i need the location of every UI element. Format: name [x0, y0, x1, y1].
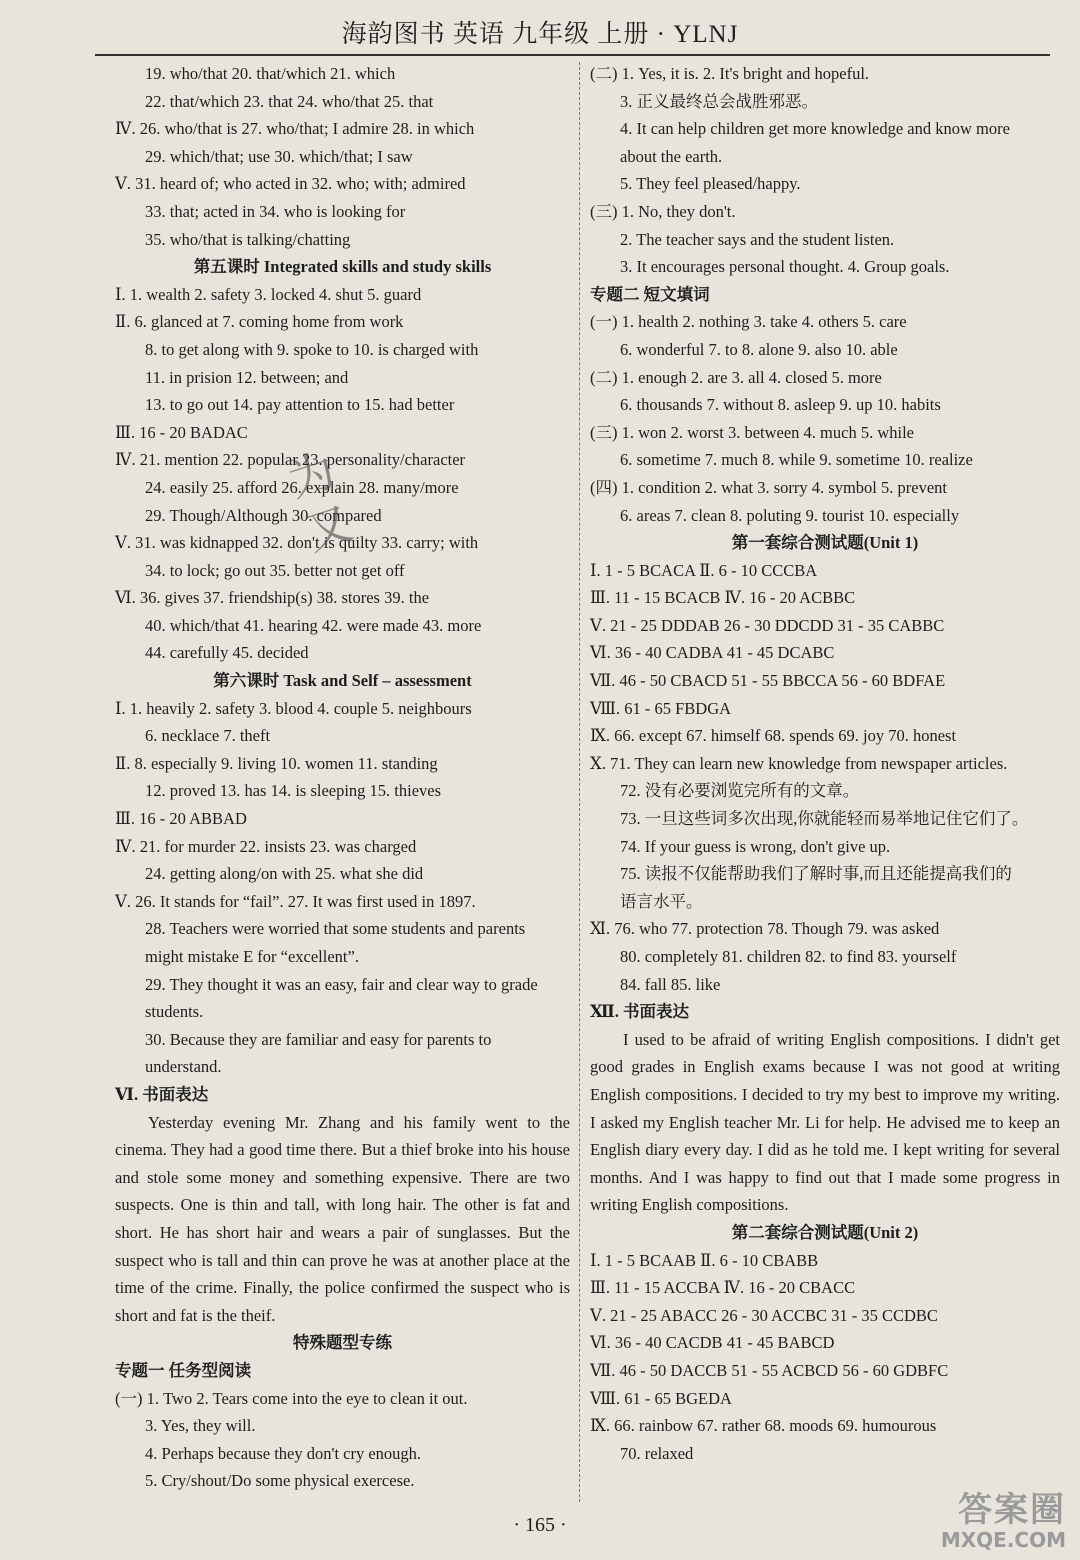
- left-line: Ⅳ. 21. mention 22. popular 23. personality/character: [115, 450, 466, 470]
- column-divider: [579, 62, 580, 1502]
- left-line: Ⅲ. 16 - 20 ABBAD: [115, 809, 247, 829]
- right_tail-line: 第二套综合测试题(Unit 2): [731, 1222, 919, 1242]
- right-line: Ⅹ. 71. They can learn new knowledge from newspaper articles.: [590, 753, 1008, 773]
- right-line: 4. It can help children get more knowledge and know more: [620, 119, 1010, 139]
- left-line: 44. carefully 45. decided: [145, 643, 309, 663]
- left-line: 12. proved 13. has 14. is sleeping 15. thieves: [145, 781, 442, 801]
- right-tail-lines: [590, 1219, 1060, 1467]
- left-line: 13. to go out 14. pay attention to 15. had better: [145, 395, 455, 415]
- right-line: Ⅵ. 36 - 40 CADBA 41 - 45 DCABC: [590, 643, 835, 663]
- left-line: 19. who/that 20. that/which 21. which: [145, 64, 396, 83]
- right-line: Ⅰ. 1 - 5 BCACA Ⅱ. 6 - 10 CCCBA: [590, 560, 818, 580]
- right-line: (三) 1. won 2. worst 3. between 4. much 5. while: [590, 422, 914, 442]
- right_tail-line: Ⅸ. 66. rainbow 67. rather 68. moods 69. humourous: [590, 1416, 937, 1436]
- left-tail-lines: [115, 1329, 570, 1495]
- left_tail-line: 4. Perhaps because they don't cry enough.: [145, 1443, 422, 1463]
- left-line: 第五课时 Integrated skills and study skills: [193, 257, 492, 277]
- left-line: 34. to lock; go out 35. better not get off: [145, 560, 405, 580]
- left-line: 29. Though/Although 30. compared: [145, 505, 382, 525]
- right_tail-line: Ⅵ. 36 - 40 CACDB 41 - 45 BABCD: [590, 1333, 835, 1353]
- right-line: 6. areas 7. clean 8. poluting 9. tourist 10. especially: [620, 505, 960, 525]
- left-line: Ⅵ. 36. gives 37. friendship(s) 38. stores 39. the: [115, 588, 430, 608]
- right-essay: [590, 1026, 1060, 1219]
- left-line: Ⅴ. 31. heard of; who acted in 32. who; with; admired: [115, 174, 466, 194]
- right-line: 74. If your guess is wrong, don't give up.: [620, 836, 891, 856]
- left-line: Ⅱ. 6. glanced at 7. coming home from work: [115, 312, 404, 332]
- right-line: 72. 没有必要浏览完所有的文章。: [620, 781, 860, 801]
- right-line: 6. thousands 7. without 8. asleep 9. up 10. habits: [620, 395, 941, 415]
- left-line: Ⅵ. 书面表达: [115, 1084, 209, 1104]
- left_tail-line: 5. Cry/shout/Do some physical exercese.: [145, 1471, 415, 1491]
- left_tail-line: 特殊题型专练: [293, 1333, 392, 1353]
- left-line: 29. They thought it was an easy, fair and clear way to grade: [145, 974, 538, 994]
- right_tail-line: Ⅷ. 61 - 65 BGEDA: [590, 1388, 732, 1408]
- right-line: 6. wonderful 7. to 8. alone 9. also 10. able: [620, 339, 898, 359]
- watermark-url: MXQE.COM: [940, 1528, 1066, 1552]
- left-line: understand.: [145, 1057, 222, 1077]
- left-line: 6. necklace 7. theft: [145, 726, 271, 746]
- right-line: Ⅶ. 46 - 50 CBACD 51 - 55 BBCCA 56 - 60 BDFAE: [590, 671, 946, 691]
- right-line: (二) 1. Yes, it is. 2. It's bright and hopeful.: [590, 64, 870, 83]
- right-line: Ⅻ. 书面表达: [590, 1002, 690, 1022]
- right_tail-line: Ⅴ. 21 - 25 ABACC 26 - 30 ACCBC 31 - 35 CCDBC: [590, 1305, 938, 1325]
- left-line: 30. Because they are familiar and easy for parents to: [145, 1029, 492, 1049]
- right-column: [590, 60, 1060, 1467]
- handwritten-mark: 为又: [281, 442, 359, 561]
- right-line: 80. completely 81. children 82. to find 83. yourself: [620, 947, 957, 966]
- left-line: 28. Teachers were worried that some students and parents: [145, 919, 526, 939]
- left-line: Ⅱ. 8. especially 9. living 10. women 11. standing: [115, 753, 438, 773]
- right-line: Ⅲ. 11 - 15 BCACB Ⅳ. 16 - 20 ACBBC: [590, 588, 856, 608]
- left_tail-line: 3. Yes, they will.: [145, 1416, 256, 1436]
- left-line: 22. that/which 23. that 24. who/that 25. that: [145, 91, 434, 111]
- left-essay-text: Yesterday evening Mr. Zhang and his family went to the cinema. They had a good time there. But a thief broke into his house and stole some money and something expensive. There are two suspects. One is thin and tall, with long hair. The other is fat and short. He has short hair and wears a pair of sunglasses. But the suspect who is tall and thin can prove he was at another place at the time of the crime. Finally, the police confirmed the suspect who is short and fat is the theif.: [115, 1112, 570, 1325]
- left-line: Ⅳ. 21. for murder 22. insists 23. was charged: [115, 836, 417, 856]
- left-line: 33. that; acted in 34. who is looking for: [145, 201, 406, 221]
- watermark: [896, 1492, 1066, 1552]
- right-line: Ⅺ. 76. who 77. protection 78. Though 79. was asked: [590, 919, 940, 939]
- left_tail-line: 专题一 任务型阅读: [115, 1360, 252, 1380]
- right-line: 语言水平。: [620, 891, 703, 911]
- right-line: (四) 1. condition 2. what 3. sorry 4. symbol 5. prevent: [590, 477, 947, 497]
- left-line: Ⅴ. 26. It stands for “fail”. 27. It was first used in 1897.: [115, 891, 476, 911]
- right_tail-line: Ⅲ. 11 - 15 ACCBA Ⅳ. 16 - 20 CBACC: [590, 1278, 856, 1298]
- left-line: 24. getting along/on with 25. what she did: [145, 864, 424, 884]
- left-line: Ⅰ. 1. wealth 2. safety 3. locked 4. shut 5. guard: [115, 284, 422, 304]
- left-line: might mistake E for “excellent”.: [145, 947, 359, 966]
- right-line: about the earth.: [620, 146, 723, 166]
- right_tail-line: Ⅰ. 1 - 5 BCAAB Ⅱ. 6 - 10 CBABB: [590, 1250, 819, 1270]
- right_tail-line: 70. relaxed: [620, 1443, 694, 1463]
- right-answer-lines: [590, 60, 1060, 1026]
- right-line: (二) 1. enough 2. are 3. all 4. closed 5. more: [590, 367, 882, 387]
- right-line: 3. It encourages personal thought. 4. Group goals.: [620, 257, 950, 277]
- left-column: [115, 60, 570, 1495]
- left-line: Ⅰ. 1. heavily 2. safety 3. blood 4. couple 5. neighbours: [115, 698, 472, 718]
- page-header: 海韵图书 英语 九年级 上册 · YLNJ: [341, 21, 739, 48]
- left-line: 29. which/that; use 30. which/that; I saw: [145, 146, 413, 166]
- right-line: (三) 1. No, they don't.: [590, 201, 736, 221]
- page-number: · 165 ·: [513, 1514, 567, 1536]
- right-line: Ⅴ. 21 - 25 DDDAB 26 - 30 DDCDD 31 - 35 CABBC: [590, 615, 945, 635]
- left-line: students.: [145, 1002, 204, 1022]
- right-line: (一) 1. health 2. nothing 3. take 4. others 5. care: [590, 312, 907, 332]
- left_tail-line: (一) 1. Two 2. Tears come into the eye to clean it out.: [115, 1388, 468, 1408]
- left-line: 35. who/that is talking/chatting: [145, 229, 351, 249]
- right-line: 6. sometime 7. much 8. while 9. sometime 10. realize: [620, 450, 973, 470]
- right-line: 75. 读报不仅能帮助我们了解时事,而且还能提高我们的: [620, 864, 1012, 884]
- left-line: 第六课时 Task and Self – assessment: [213, 671, 472, 691]
- left-essay: [115, 1109, 570, 1330]
- right-line: Ⅷ. 61 - 65 FBDGA: [590, 698, 732, 718]
- right-line: 73. 一旦这些词多次出现,你就能轻而易举地记住它们了。: [620, 809, 1029, 829]
- right-essay-text: I used to be afraid of writing English compositions. I didn't get good grades in English exams because I was not good at writing English compositions. I decided to try my best to improve my writing. I asked my English teacher Mr. Li for help. He advised me to keep an English diary every day. I did as he told me. I kept writing for several months. And I was happy to find out that I made some progress in writing English compositions.: [590, 1029, 1060, 1215]
- left-line: 11. in prision 12. between; and: [145, 367, 349, 387]
- right-line: 2. The teacher says and the student listen.: [620, 229, 895, 249]
- right-line: 3. 正义最终总会战胜邪恶。: [620, 91, 818, 111]
- right-line: 专题二 短文填词: [590, 284, 710, 304]
- right-line: 84. fall 85. like: [620, 974, 721, 994]
- left-line: Ⅲ. 16 - 20 BADAC: [115, 422, 248, 442]
- right-line: Ⅸ. 66. except 67. himself 68. spends 69. joy 70. honest: [590, 726, 957, 746]
- left-line: 8. to get along with 9. spoke to 10. is charged with: [145, 339, 479, 359]
- right-line: 第一套综合测试题(Unit 1): [731, 533, 919, 553]
- left-line: Ⅳ. 26. who/that is 27. who/that; I admire 28. in which: [115, 119, 475, 139]
- right_tail-line: Ⅶ. 46 - 50 DACCB 51 - 55 ACBCD 56 - 60 GDBFC: [590, 1360, 949, 1380]
- left-line: 40. which/that 41. hearing 42. were made 43. more: [145, 615, 482, 635]
- left-line: 24. easily 25. afford 26. explain 28. many/more: [145, 477, 459, 497]
- header-rule: [95, 54, 1050, 56]
- right-line: 5. They feel pleased/happy.: [620, 174, 801, 194]
- left-line: Ⅴ. 31. was kidnapped 32. don't is quilty 33. carry; with: [115, 533, 479, 553]
- watermark-logo: 答案圈: [958, 1490, 1066, 1530]
